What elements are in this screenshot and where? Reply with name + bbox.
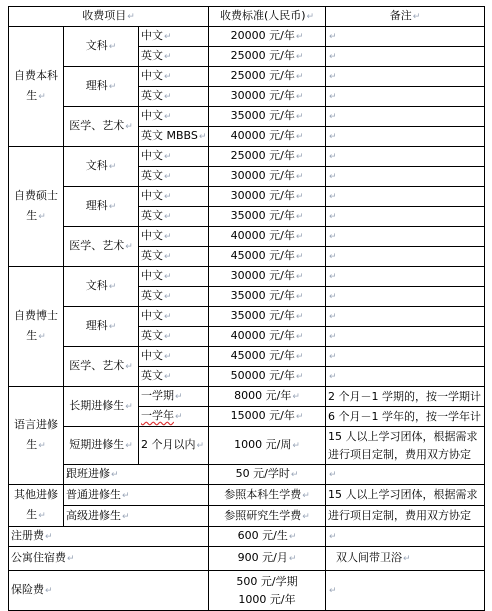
note-cell bbox=[326, 347, 485, 367]
paragraph-mark: ↵ bbox=[295, 292, 304, 302]
paragraph-mark: ↵ bbox=[329, 272, 337, 282]
fee-cell bbox=[209, 47, 326, 67]
subject-cell bbox=[64, 67, 139, 107]
paragraph-mark: ↵ bbox=[329, 352, 337, 362]
language-cell bbox=[139, 47, 209, 67]
language-cell bbox=[139, 247, 209, 267]
subject-cell bbox=[64, 267, 139, 307]
paragraph-mark: ↵ bbox=[125, 441, 133, 451]
subject-cell bbox=[64, 465, 209, 485]
paragraph-mark: ↵ bbox=[45, 532, 53, 542]
subject-label: 医学、艺术 bbox=[69, 239, 125, 252]
note-cell bbox=[326, 407, 485, 427]
language-cell bbox=[139, 187, 209, 207]
paragraph-mark: ↵ bbox=[292, 441, 300, 451]
paragraph-mark: ↵ bbox=[164, 92, 172, 102]
note-cell bbox=[326, 207, 485, 227]
language-cell bbox=[139, 87, 209, 107]
language-cell bbox=[139, 147, 209, 167]
language-label: 中文 bbox=[141, 269, 163, 282]
language-label: 中文 bbox=[141, 69, 163, 82]
paragraph-mark: ↵ bbox=[295, 312, 304, 322]
language-label: 英文 MBBS bbox=[141, 129, 198, 142]
note-cell bbox=[326, 147, 485, 167]
subject-label: 理科 bbox=[85, 199, 108, 212]
paragraph-mark: ↵ bbox=[164, 232, 172, 242]
note-cell bbox=[326, 307, 485, 327]
paragraph-mark: ↵ bbox=[295, 72, 304, 82]
paragraph-mark: ↵ bbox=[164, 272, 172, 282]
fee-cell bbox=[209, 527, 326, 547]
paragraph-mark: ↵ bbox=[295, 132, 304, 142]
term-label: 一学年 bbox=[141, 409, 174, 422]
fee-value: 25000 元/年 bbox=[230, 69, 295, 82]
fee-cell bbox=[209, 571, 326, 611]
subject-cell bbox=[64, 187, 139, 227]
table-row bbox=[9, 147, 485, 167]
fee-value: 45000 元/年 bbox=[230, 249, 295, 262]
subject-cell bbox=[64, 227, 139, 267]
subject-label: 理科 bbox=[85, 319, 108, 332]
fee-cell bbox=[209, 107, 326, 127]
fee-value: 900 元/月 bbox=[237, 551, 288, 564]
language-label: 中文 bbox=[141, 109, 163, 122]
paragraph-mark: ↵ bbox=[329, 212, 337, 222]
paragraph-mark: ↵ bbox=[329, 132, 337, 142]
language-label: 英文 bbox=[141, 249, 163, 262]
subject-cell bbox=[64, 347, 139, 387]
fee-cell bbox=[209, 547, 326, 571]
table-row bbox=[9, 67, 485, 87]
table-row bbox=[9, 465, 485, 485]
note-cell bbox=[326, 547, 485, 571]
paragraph-mark: ↵ bbox=[329, 232, 337, 242]
paragraph-mark: ↵ bbox=[38, 92, 46, 102]
header-row bbox=[9, 7, 485, 27]
paragraph-mark: ↵ bbox=[329, 192, 337, 202]
subject-cell bbox=[64, 506, 209, 527]
subject-label: 医学、艺术 bbox=[69, 119, 125, 132]
language-cell bbox=[139, 167, 209, 187]
subject-label: 普通进修生 bbox=[66, 487, 121, 501]
fee-value: 40000 元/年 bbox=[230, 329, 295, 342]
paragraph-mark: ↵ bbox=[329, 332, 337, 342]
language-label: 英文 bbox=[141, 289, 163, 302]
fee-cell bbox=[209, 27, 326, 47]
note-cell bbox=[326, 367, 485, 387]
fee-value: 40000 元/年 bbox=[230, 129, 295, 142]
fee-cell bbox=[209, 347, 326, 367]
category-cell bbox=[9, 147, 64, 267]
fee-value: 30000 元/年 bbox=[230, 169, 295, 182]
paragraph-mark: ↵ bbox=[164, 112, 172, 122]
fee-value: 35000 元/年 bbox=[230, 289, 295, 302]
paragraph-mark: ↵ bbox=[288, 554, 297, 564]
paragraph-mark: ↵ bbox=[122, 511, 130, 522]
note-cell bbox=[326, 47, 485, 67]
paragraph-mark: ↵ bbox=[125, 122, 133, 132]
paragraph-mark: ↵ bbox=[295, 352, 304, 362]
language-label: 中文 bbox=[141, 189, 163, 202]
fee-value: 20000 元/年 bbox=[230, 29, 295, 42]
language-label: 中文 bbox=[141, 29, 163, 42]
note-text: 进行项目定制，费用双方协定 bbox=[328, 447, 472, 461]
paragraph-mark: ↵ bbox=[329, 252, 337, 262]
term-cell bbox=[139, 427, 209, 465]
note-cell bbox=[326, 571, 485, 611]
language-label: 中文 bbox=[141, 349, 163, 362]
paragraph-mark: ↵ bbox=[292, 392, 300, 402]
language-cell bbox=[139, 67, 209, 87]
fee-value: 1000 元/年 bbox=[238, 592, 296, 606]
fee-cell bbox=[209, 267, 326, 287]
fee-value: 参照本科生学费 bbox=[224, 487, 302, 501]
paragraph-mark: ↵ bbox=[329, 312, 337, 322]
note-cell bbox=[326, 67, 485, 87]
paragraph-mark: ↵ bbox=[125, 402, 133, 412]
table-row bbox=[9, 267, 485, 287]
paragraph-mark: ↵ bbox=[295, 172, 304, 182]
paragraph-mark: ↵ bbox=[164, 332, 172, 342]
language-cell bbox=[139, 127, 209, 147]
header-item: 收费项目↵ bbox=[9, 7, 209, 27]
term-cell bbox=[139, 407, 209, 427]
fee-value: 30000 元/年 bbox=[230, 269, 295, 282]
note-cell bbox=[326, 485, 485, 506]
subject-label: 跟班进修 bbox=[66, 467, 110, 480]
paragraph-mark: ↵ bbox=[38, 332, 46, 342]
term-label: 2 个月以内 bbox=[141, 438, 196, 451]
note-text: 15 人以上学习团体，根据需求 bbox=[328, 429, 478, 443]
table-row bbox=[9, 347, 485, 367]
paragraph-mark: ↵ bbox=[108, 42, 117, 52]
paragraph-mark: ↵ bbox=[175, 392, 183, 402]
paragraph-mark: ↵ bbox=[295, 92, 304, 102]
paragraph-mark: ↵ bbox=[108, 322, 117, 332]
subject-cell bbox=[64, 485, 209, 506]
paragraph-mark: ↵ bbox=[329, 470, 337, 480]
language-label: 英文 bbox=[141, 329, 163, 342]
paragraph-mark: ↵ bbox=[295, 412, 304, 422]
paragraph-mark: ↵ bbox=[329, 372, 337, 382]
term-label: 一学期 bbox=[141, 389, 174, 402]
language-cell bbox=[139, 227, 209, 247]
header-note: 备注↵ bbox=[326, 7, 485, 27]
fee-value: 30000 元/年 bbox=[230, 89, 295, 102]
fee-value: 15000 元/年 bbox=[230, 409, 295, 422]
subject-cell bbox=[64, 387, 139, 427]
paragraph-mark: ↵ bbox=[329, 586, 337, 596]
language-cell bbox=[139, 207, 209, 227]
paragraph-mark: ↵ bbox=[164, 292, 172, 302]
paragraph-mark: ↵ bbox=[288, 532, 297, 542]
paragraph-mark: ↵ bbox=[164, 52, 172, 62]
term-cell bbox=[139, 387, 209, 407]
subject-label: 短期进修生 bbox=[69, 438, 125, 451]
fee-cell bbox=[209, 407, 326, 427]
paragraph-mark: ↵ bbox=[295, 52, 304, 62]
paragraph-mark: ↵ bbox=[329, 92, 337, 102]
note-cell bbox=[326, 465, 485, 485]
paragraph-mark: ↵ bbox=[164, 372, 172, 382]
subject-cell bbox=[64, 427, 139, 465]
paragraph-mark: ↵ bbox=[38, 212, 46, 222]
paragraph-mark: ↵ bbox=[302, 490, 310, 501]
paragraph-mark: ↵ bbox=[164, 352, 172, 362]
category-label: 自费本科生 bbox=[14, 69, 58, 102]
category-label: 自费博士生 bbox=[14, 309, 58, 342]
fee-cell bbox=[209, 367, 326, 387]
table-row bbox=[9, 387, 485, 407]
paragraph-mark: ↵ bbox=[111, 470, 119, 480]
subject-label: 长期进修生 bbox=[69, 399, 125, 412]
paragraph-mark: ↵ bbox=[164, 152, 172, 162]
paragraph-mark: ↵ bbox=[164, 72, 172, 82]
fee-table bbox=[8, 6, 485, 611]
language-label: 中文 bbox=[141, 309, 163, 322]
paragraph-mark: ↵ bbox=[164, 172, 172, 182]
subject-cell bbox=[64, 27, 139, 67]
language-cell bbox=[139, 367, 209, 387]
paragraph-mark: ↵ bbox=[295, 252, 304, 262]
fee-cell bbox=[209, 87, 326, 107]
table-row bbox=[9, 485, 485, 506]
subject-label: 理科 bbox=[85, 79, 108, 92]
fee-value: 25000 元/年 bbox=[230, 149, 295, 162]
note-text: 双人间带卫浴 bbox=[336, 551, 403, 564]
paragraph-mark: ↵ bbox=[329, 532, 337, 542]
category-cell bbox=[9, 387, 64, 485]
category-label: 其他进修生 bbox=[14, 488, 58, 521]
fee-cell bbox=[209, 207, 326, 227]
paragraph-mark: ↵ bbox=[108, 82, 117, 92]
paragraph-mark: ↵ bbox=[295, 332, 304, 342]
language-cell bbox=[139, 27, 209, 47]
paragraph-mark: ↵ bbox=[295, 232, 304, 242]
fee-value: 50 元/学时 bbox=[235, 467, 290, 480]
language-label: 中文 bbox=[141, 229, 163, 242]
language-cell bbox=[139, 347, 209, 367]
table-row bbox=[9, 571, 485, 611]
note-cell bbox=[326, 27, 485, 47]
paragraph-mark: ↵ bbox=[164, 312, 172, 322]
fee-value: 40000 元/年 bbox=[230, 229, 295, 242]
table-row bbox=[9, 27, 485, 47]
paragraph-mark: ↵ bbox=[329, 172, 337, 182]
table-row bbox=[9, 187, 485, 207]
table-row bbox=[9, 307, 485, 327]
note-cell bbox=[326, 247, 485, 267]
note-cell bbox=[326, 107, 485, 127]
subject-label: 文科 bbox=[85, 39, 108, 52]
note-cell bbox=[326, 506, 485, 527]
fee-value: 600 元/生 bbox=[237, 529, 288, 542]
paragraph-mark: ↵ bbox=[295, 152, 304, 162]
fee-item-cell bbox=[9, 571, 209, 611]
fee-cell bbox=[209, 227, 326, 247]
paragraph-mark: ↵ bbox=[329, 292, 337, 302]
fee-cell bbox=[209, 485, 326, 506]
paragraph-mark: ↵ bbox=[295, 192, 304, 202]
language-label: 中文 bbox=[141, 149, 163, 162]
language-cell bbox=[139, 287, 209, 307]
fee-cell bbox=[209, 287, 326, 307]
paragraph-mark: ↵ bbox=[295, 372, 304, 382]
header-fee: 收费标准(人民币)↵ bbox=[209, 7, 326, 27]
table-row bbox=[9, 506, 485, 527]
language-cell bbox=[139, 327, 209, 347]
fee-value: 8000 元/年 bbox=[234, 389, 292, 402]
note-text: 15 人以上学习团体，根据需求 bbox=[328, 488, 478, 501]
fee-cell bbox=[209, 247, 326, 267]
table-row bbox=[9, 427, 485, 465]
fee-value: 25000 元/年 bbox=[230, 49, 295, 62]
paragraph-mark: ↵ bbox=[122, 490, 130, 501]
language-label: 英文 bbox=[141, 209, 163, 222]
paragraph-mark: ↵ bbox=[403, 554, 411, 564]
subject-cell bbox=[64, 147, 139, 187]
subject-label: 医学、艺术 bbox=[69, 359, 125, 372]
note-cell bbox=[326, 287, 485, 307]
category-cell bbox=[9, 485, 64, 527]
language-cell bbox=[139, 307, 209, 327]
note-cell bbox=[326, 527, 485, 547]
fee-item-label: 保险费 bbox=[11, 583, 44, 596]
fee-item-label: 注册费 bbox=[11, 529, 44, 542]
fee-value: 参照研究生学费 bbox=[224, 508, 302, 522]
subject-label: 文科 bbox=[85, 279, 108, 292]
note-cell bbox=[326, 387, 485, 407]
language-cell bbox=[139, 267, 209, 287]
paragraph-mark: ↵ bbox=[329, 72, 337, 82]
fee-item-label: 公寓住宿费 bbox=[11, 551, 66, 564]
fee-cell bbox=[209, 147, 326, 167]
table-row bbox=[9, 227, 485, 247]
paragraph-mark: ↵ bbox=[198, 132, 207, 142]
paragraph-mark: ↵ bbox=[164, 252, 172, 262]
paragraph-mark: ↵ bbox=[108, 282, 117, 292]
fee-value: 500 元/学期 bbox=[236, 574, 298, 588]
language-cell bbox=[139, 107, 209, 127]
note-cell bbox=[326, 167, 485, 187]
paragraph-mark: ↵ bbox=[175, 412, 183, 422]
paragraph-mark: ↵ bbox=[295, 272, 304, 282]
paragraph-mark: ↵ bbox=[329, 52, 337, 62]
paragraph-mark: ↵ bbox=[196, 441, 205, 451]
subject-cell bbox=[64, 107, 139, 147]
fee-value: 30000 元/年 bbox=[230, 189, 295, 202]
table-row bbox=[9, 547, 485, 571]
paragraph-mark: ↵ bbox=[295, 32, 304, 42]
fee-item-cell bbox=[9, 547, 209, 571]
paragraph-mark: ↵ bbox=[45, 586, 53, 596]
paragraph-mark: ↵ bbox=[67, 554, 75, 564]
note-text: 6 个月－1 学年的，按一学年计 bbox=[328, 409, 482, 423]
paragraph-mark: ↵ bbox=[329, 152, 337, 162]
language-label: 英文 bbox=[141, 49, 163, 62]
paragraph-mark: ↵ bbox=[329, 112, 337, 122]
category-label: 语言进修生 bbox=[14, 418, 58, 451]
paragraph-mark: ↵ bbox=[164, 32, 172, 42]
fee-value: 35000 元/年 bbox=[230, 109, 295, 122]
paragraph-mark: ↵ bbox=[108, 202, 117, 212]
fee-cell bbox=[209, 327, 326, 347]
language-label: 英文 bbox=[141, 89, 163, 102]
fee-cell bbox=[209, 465, 326, 485]
fee-item-cell bbox=[9, 527, 209, 547]
fee-value: 1000 元/周 bbox=[234, 438, 292, 451]
paragraph-mark: ↵ bbox=[290, 470, 299, 480]
table-row bbox=[9, 107, 485, 127]
paragraph-mark: ↵ bbox=[295, 212, 304, 222]
fee-value: 35000 元/年 bbox=[230, 309, 295, 322]
language-label: 英文 bbox=[141, 169, 163, 182]
note-cell bbox=[326, 87, 485, 107]
table-row bbox=[9, 527, 485, 547]
fee-value: 35000 元/年 bbox=[230, 209, 295, 222]
note-cell bbox=[326, 327, 485, 347]
note-cell bbox=[326, 267, 485, 287]
subject-label: 文科 bbox=[85, 159, 108, 172]
paragraph-mark: ↵ bbox=[38, 441, 46, 451]
fee-cell bbox=[209, 127, 326, 147]
paragraph-mark: ↵ bbox=[329, 32, 337, 42]
note-text: 进行项目定制，费用双方协定 bbox=[328, 509, 472, 522]
paragraph-mark: ↵ bbox=[38, 511, 46, 521]
paragraph-mark: ↵ bbox=[108, 162, 117, 172]
language-label: 英文 bbox=[141, 369, 163, 382]
fee-cell bbox=[209, 167, 326, 187]
subject-cell bbox=[64, 307, 139, 347]
category-cell bbox=[9, 27, 64, 147]
category-label: 自费硕士生 bbox=[14, 189, 58, 222]
fee-cell bbox=[209, 387, 326, 407]
fee-cell bbox=[209, 187, 326, 207]
note-cell bbox=[326, 187, 485, 207]
paragraph-mark: ↵ bbox=[125, 362, 133, 372]
paragraph-mark: ↵ bbox=[164, 192, 172, 202]
paragraph-mark: ↵ bbox=[295, 112, 304, 122]
paragraph-mark: ↵ bbox=[302, 511, 310, 522]
note-cell bbox=[326, 127, 485, 147]
subject-label: 高级进修生 bbox=[66, 508, 121, 522]
category-cell bbox=[9, 267, 64, 387]
note-cell bbox=[326, 227, 485, 247]
note-cell bbox=[326, 427, 485, 465]
note-text: 2 个月－1 学期的，按一学期计 bbox=[328, 389, 482, 403]
fee-value: 50000 元/年 bbox=[230, 369, 295, 382]
paragraph-mark: ↵ bbox=[125, 242, 133, 252]
fee-cell bbox=[209, 506, 326, 527]
fee-cell bbox=[209, 427, 326, 465]
fee-cell bbox=[209, 67, 326, 87]
fee-cell bbox=[209, 307, 326, 327]
paragraph-mark: ↵ bbox=[164, 212, 172, 222]
fee-value: 45000 元/年 bbox=[230, 349, 295, 362]
